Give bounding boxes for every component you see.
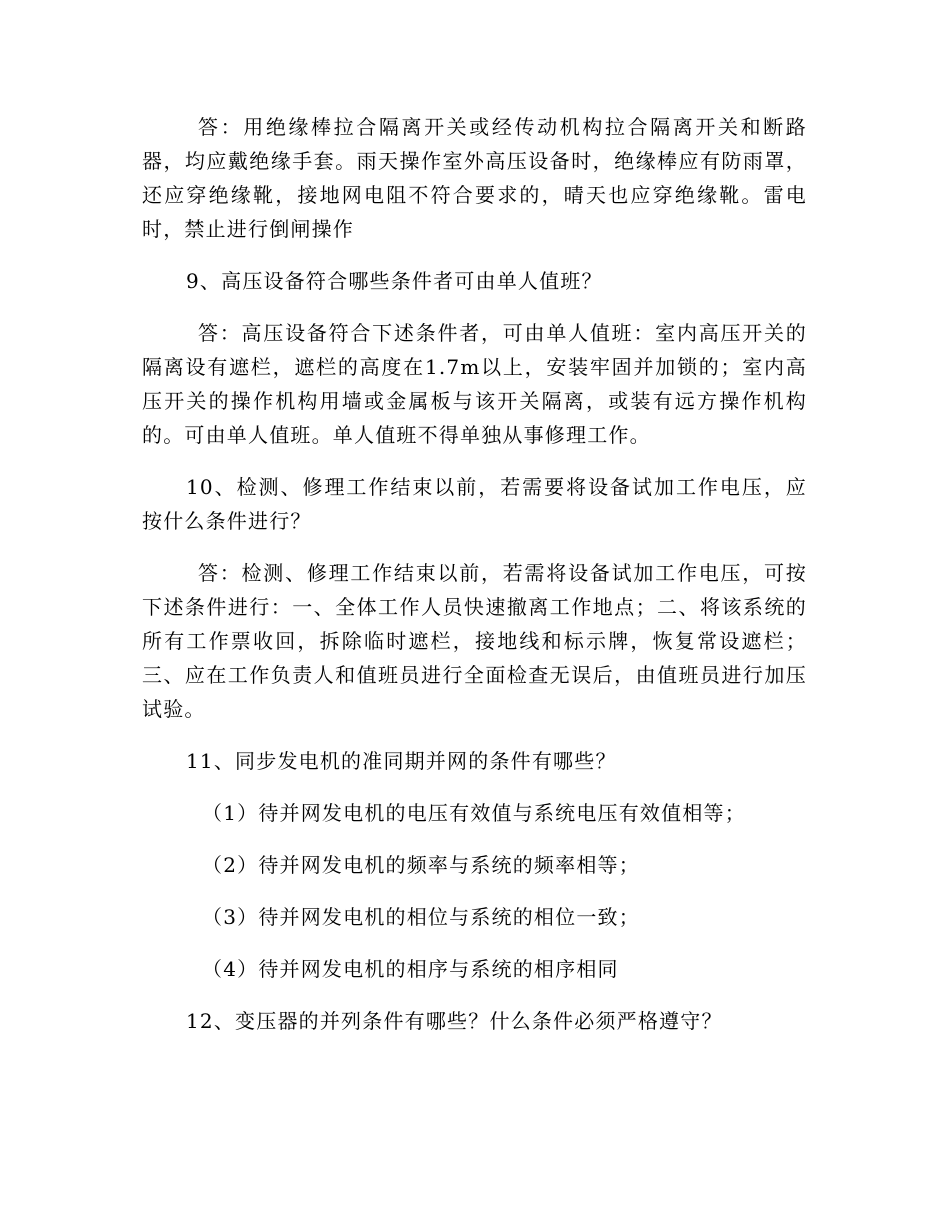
question-heading: 11、同步发电机的准同期并网的条件有哪些？ [186, 749, 617, 773]
document-body [142, 110, 807, 1056]
answer-paragraph: 答：高压设备符合下述条件者，可由单人值班：室内高压开关的隔离设有遮栏，遮栏的高度在1.7m以上，安装牢固并加锁的；室内高压开关的操作机构用墙或金属板与该开关隔离，或装有远方操作机构的。可由单人值班。单人值班不得单独从事修理工作。 [142, 321, 807, 447]
question-heading: 10、检测、修理工作结束以前，若需要将设备试加工作电压，应按什么条件进行？ [142, 475, 807, 533]
list-item: （2）待并网发电机的频率与系统的频率相等； [202, 853, 640, 877]
answer-paragraph: 答：检测、修理工作结束以前，若需将设备试加工作电压，可按下述条件进行：一、全体工作人员快速撤离工作地点；二、将该系统的所有工作票收回，拆除临时遮栏，接地线和标示牌，恢复常设遮栏；三、应在工作负责人和值班员进行全面检查无误后，由值班员进行加压试验。 [142, 561, 807, 721]
list-item: （1）待并网发电机的电压有效值与系统电压有效值相等； [202, 801, 746, 825]
list-item: （3）待并网发电机的相位与系统的相位一致； [202, 905, 640, 929]
answer-paragraph: 答：用绝缘棒拉合隔离开关或经传动机构拉合隔离开关和断路器，均应戴绝缘手套。雨天操作室外高压设备时，绝缘棒应有防雨罩，还应穿绝缘靴，接地网电阻不符合要求的，晴天也应穿绝缘靴。雷电时，禁止进行倒闸操作 [142, 115, 807, 241]
list-item: （4）待并网发电机的相序与系统的相序相同 [202, 957, 619, 981]
question-heading: 9、高压设备符合哪些条件者可由单人值班？ [186, 269, 603, 293]
question-heading: 12、变压器的并列条件有哪些？什么条件必须严格遵守？ [186, 1009, 723, 1033]
